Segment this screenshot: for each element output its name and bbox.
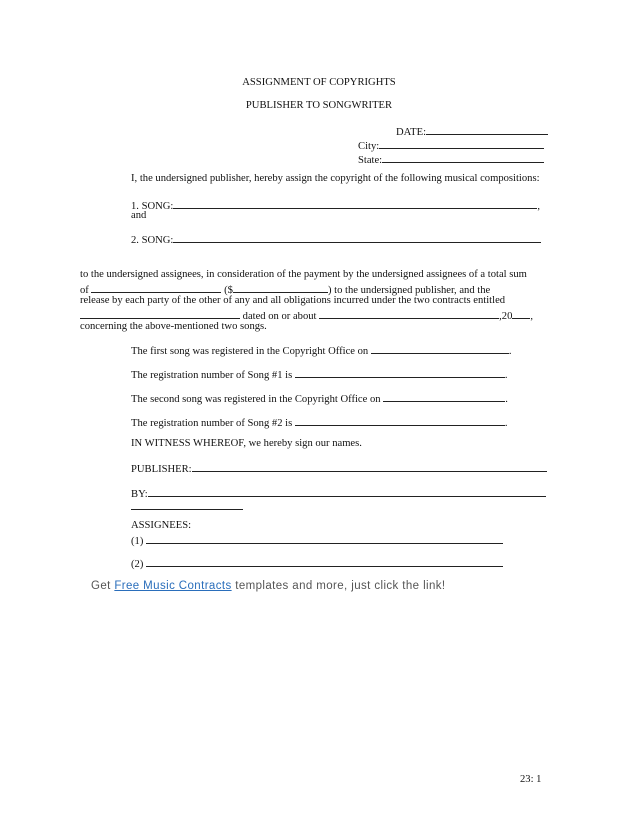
footer-suffix: templates and more, just click the link! <box>231 580 446 592</box>
song-1-comma: , <box>537 201 541 212</box>
and-text: and <box>131 210 147 221</box>
second-registered-blank[interactable] <box>383 390 505 402</box>
line-4-comma: , <box>530 311 534 322</box>
date-blank[interactable] <box>426 123 548 135</box>
body-line-3: release by each party of the other of any and all obligations incurred under the two contracts entitled <box>80 295 506 306</box>
state-blank[interactable] <box>382 151 544 163</box>
date-label: DATE: <box>396 127 427 138</box>
assignee-1-field[interactable] <box>131 532 503 548</box>
assignee-2-blank[interactable] <box>146 555 503 567</box>
reg-num-1-text: The registration number of Song #1 is <box>131 370 293 381</box>
city-label: City: <box>358 141 380 152</box>
assignee-2-label: (2) <box>131 559 144 570</box>
publisher-field[interactable] <box>131 460 547 476</box>
year-blank[interactable] <box>512 307 530 319</box>
footer-promo <box>91 580 446 592</box>
reg-num-1-blank[interactable] <box>295 366 505 378</box>
state-field[interactable] <box>358 151 544 167</box>
second-registered-text: The second song was registered in the Copyright Office on <box>131 394 381 405</box>
period: . <box>504 370 508 381</box>
period: . <box>508 346 512 357</box>
dated-text: dated on or about <box>242 311 317 322</box>
state-label: State: <box>358 155 383 166</box>
reg-num-1-line <box>131 366 508 382</box>
song-2-label: 2. SONG: <box>131 235 174 246</box>
document-title: ASSIGNMENT OF COPYRIGHTS <box>242 77 396 88</box>
by-blank-2[interactable] <box>131 498 243 510</box>
body-line-5: concerning the above-mentioned two songs. <box>80 321 267 332</box>
city-blank[interactable] <box>379 137 544 149</box>
assignee-1-blank[interactable] <box>146 532 503 544</box>
of-text: of <box>80 285 89 296</box>
song-1-label: 1. SONG: <box>131 201 174 212</box>
reg-num-2-line <box>131 414 508 430</box>
reg-num-2-text: The registration number of Song #2 is <box>131 418 293 429</box>
line-2-suffix: ) to the undersigned publisher, and the <box>327 285 491 296</box>
body-line-1: to the undersigned assignees, in consideration of the payment by the undersigned assignees of a total sum <box>80 269 527 280</box>
song-2-field[interactable] <box>131 231 541 247</box>
document-subtitle: PUBLISHER TO SONGWRITER <box>245 100 393 111</box>
free-music-contracts-link[interactable]: Free Music Contracts <box>114 580 232 592</box>
reg-num-2-blank[interactable] <box>295 414 505 426</box>
period: . <box>504 418 508 429</box>
first-registered-text: The first song was registered in the Copyright Office on <box>131 346 369 357</box>
song-1-field[interactable] <box>131 197 540 213</box>
by-label: BY: <box>131 489 148 500</box>
intro-text: I, the undersigned publisher, hereby assign the copyright of the following musical compositions: <box>131 173 540 184</box>
period: . <box>505 394 508 405</box>
by-continuation[interactable] <box>131 498 243 514</box>
year-prefix: ,20 <box>499 311 513 322</box>
amount-blank[interactable] <box>233 281 328 293</box>
footer-prefix: Get <box>91 580 115 592</box>
witness-text: IN WITNESS WHEREOF, we hereby sign our names. <box>131 438 362 449</box>
publisher-label: PUBLISHER: <box>131 464 192 475</box>
date-about-blank[interactable] <box>319 307 499 319</box>
first-registered-line <box>131 342 512 358</box>
payer-blank[interactable] <box>91 281 221 293</box>
first-registered-blank[interactable] <box>371 342 509 354</box>
contracts-blank[interactable] <box>80 307 240 319</box>
second-registered-line <box>131 390 508 406</box>
page-number: 23: 1 <box>520 774 542 785</box>
by-blank[interactable] <box>148 485 546 497</box>
publisher-blank[interactable] <box>192 460 547 472</box>
assignee-2-field[interactable] <box>131 555 503 571</box>
song-2-blank[interactable] <box>173 231 541 243</box>
song-1-blank[interactable] <box>173 197 537 209</box>
assignee-1-label: (1) <box>131 536 144 547</box>
dollar-open: ($ <box>224 285 233 296</box>
assignees-label: ASSIGNEES: <box>131 520 192 531</box>
